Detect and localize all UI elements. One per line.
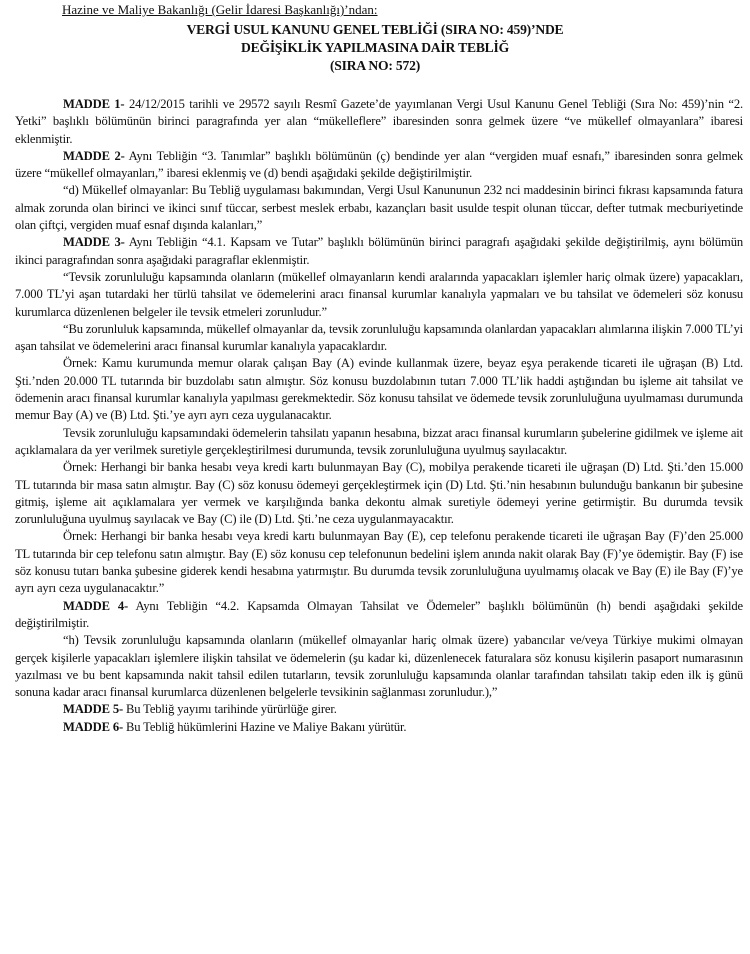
- paragraph-text: “d) Mükellef olmayanlar: Bu Tebliğ uygulaması bakımından, Vergi Usul Kanununun 232 nci maddesinin birinci fıkrası kapsamında fatura almak zorunda olan birinci ve ikinci sınıf tüccar, serbest meslek erbabı, kazançları basit usulde tespit olunan tüccar, defter tutmak mecburiyetinde olan çiftçi, vergiden muaf esnaf dışında kalanları,”: [15, 183, 743, 233]
- article-2-paragraph: [15, 148, 743, 183]
- article-label: MADDE 3-: [63, 235, 125, 250]
- paragraph-text: Aynı Tebliğin “4.1. Kapsam ve Tutar” başlıklı bölümünün birinci paragrafı aşağıdaki şekilde değiştirilmiş, aynı bölümün ikinci paragrafından sonra aşağıdaki paragraflar eklenmiştir.: [15, 235, 743, 267]
- article-6-paragraph: [15, 719, 743, 736]
- paragraph-text: “Bu zorunluluk kapsamında, mükellef olmayanlar da, tevsik zorunluluğu kapsamında olanlardan yapacakları alımlarına ilişkin 7.000 TL’yi aşan tahsilat ve ödemelerini aracı finansal kurumlar kanalıyla yapacaklardır.: [15, 321, 743, 354]
- paragraph-text: Tevsik zorunluluğu kapsamındaki ödemelerin tahsilatı yapanın hesabına, bizzat aracı finansal kurumların şubelerine gidilmek ve işleme ait açıklamalara da yer verilmek suretiyle gerçekleştirilmesi durumunda, tevsik zorunluluğuna uyulmuş sayılacaktır.: [15, 425, 743, 457]
- example-paragraph: [15, 355, 743, 424]
- article-3-paragraph: [15, 234, 743, 269]
- paragraph-text: Bu Tebliğ hükümlerini Hazine ve Maliye Bakanı yürütür.: [123, 719, 407, 734]
- example-paragraph: [15, 459, 743, 528]
- example-paragraph: [15, 528, 743, 597]
- article-5-paragraph: [15, 701, 743, 718]
- paragraph-text: Örnek: Herhangi bir banka hesabı veya kredi kartı bulunmayan Bay (E), cep telefonu perakende ticareti ile uğraşan Bay (F)’den 25.000 TL tutarında bir cep telefonu satın almıştır. Bay (E) söz konusu cep telefonunun bedelini işlem anında nakit olarak Bay (F)’ye ödemiştir. Bay (F) ise söz konusu tutarı banka şubesine giderek kendi hesabına yatırmıştır. Bu durumda tevsik zorunluluğuna uyulmamış olacak ve Bay (E) ile Bay (F)’ye ayrı ayrı ceza uygulanacaktır.”: [15, 529, 743, 596]
- paragraph-text: Aynı Tebliğin “4.2. Kapsamda Olmayan Tahsilat ve Ödemeler” başlıklı bölümünün (h) bendi aşağıdaki şekilde değiştirilmiştir.: [15, 598, 743, 630]
- article-label: MADDE 1-: [63, 97, 125, 111]
- quoted-paragraph: [15, 269, 743, 321]
- title-line: DEĞİŞİKLİK YAPILMASINA DAİR TEBLİĞ: [240, 40, 510, 55]
- article-label: MADDE 6-: [63, 719, 124, 734]
- article-label: MADDE 2-: [63, 148, 125, 163]
- title-line: VERGİ USUL KANUNU GENEL TEBLİĞİ (SIRA NO: 459)’NDE: [186, 22, 564, 37]
- paragraph-text: Aynı Tebliğin “3. Tanımlar” başlıklı bölümünün (ç) bendinde yer alan “vergiden muaf esnafı,” ibaresinden sonra gelmek üzere “mükellef olmayanları,” ibaresi eklenmiş ve (d) bendi aşağıdaki şekilde değiştirilmiştir.: [15, 148, 743, 181]
- paragraph-text: “h) Tevsik zorunluluğu kapsamında olanların (mükellef olmayanlar hariç olmak üzere) yabancılar ve/veya Türkiye mukimi olmayan gerçek kişilerle yapacakları işlemlere ilişkin tahsilat ve ödemelerin (şu kadar ki, düzenlenecek faturalara söz konusu kişilerin pasaport numarasının yazılması ve bu bent kapsamında nakit tahsil edilen tutarların, tevsik zorunluluğu kapsamında olanlar tarafından tahsilatı takip eden ilk iş günü sonuna kadar aracı finansal kurumlarca düzenlenen belgelerle tevsikinin sağlanması zorunludur.),”: [15, 633, 743, 700]
- paragraph-text: Bu Tebliğ yayımı tarihinde yürürlüğe girer.: [123, 702, 337, 717]
- article-4-paragraph: [15, 598, 743, 633]
- quoted-paragraph: [15, 182, 743, 234]
- paragraph-text: “Tevsik zorunluluğu kapsamında olanların (mükellef olmayanların kendi aralarında yapacakları işlemler hariç olmak üzere) yapacakları, 7.000 TL’yi aşan tutardaki her türlü tahsilat ve ödemelerini aracı finansal kurumlar kanalıyla yapmaları ve bu tahsilat ve ödemeleri söz konusu kurumlarca düzenlenen belgeler ile tevsik etmeleri zorunludur.”: [15, 269, 743, 319]
- paragraph-text: 24/12/2015 tarihli ve 29572 sayılı Resmî Gazete’de yayımlanan Vergi Usul Kanunu Genel Tebliği (Sıra No: 459)’nin “2. Yetki” başlıklı bölümünün birinci paragrafında yer alan “mükelleflere” ibaresinden sonra gelmek üzere “ve mükellef olmayanlara” ibaresi eklenmiştir.: [15, 97, 743, 146]
- article-label: MADDE 4-: [63, 598, 129, 613]
- quoted-paragraph: [15, 321, 743, 356]
- paragraph-text: Örnek: Herhangi bir banka hesabı veya kredi kartı bulunmayan Bay (C), mobilya perakende ticareti ile uğraşan (D) Ltd. Şti.’den 15.000 TL tutarında bir masa satın almıştır. Bay (C) söz konusu ödemeyi gerçekleştirmek için (D) Ltd. Şti.’nin hesabının bulunduğu bankanın bir şubesine gitmiş, işleme ait açıklamalara yer vermek ve karşılığında banka dekontu almak suretiyle ödemeyi yerine getirmiştir. Bu durumda tevsik zorunluluğuna uyulmuş sayılacak ve Bay (C) ile (D) Ltd. Şti.’ne ceza uygulanmayacaktır.: [15, 460, 743, 527]
- paragraph-text: Örnek: Kamu kurumunda memur olarak çalışan Bay (A) evinde kullanmak üzere, beyaz eşya perakende ticareti ile uğraşan (B) Ltd. Şti.’nden 20.000 TL tutarında bir buzdolabı satın almıştır. Söz konusu buzdolabının tutarı 7.000 TL’lik haddi aştığından bu işleme ait tahsilat ve ödemenin aracı finansal kurumlar kanalıyla yapılması gerekmektedir. Söz konusu tahsilat ve ödemede tevsik zorunluluğuna uyulmaması durumunda memur Bay (A) ve (B) Ltd. Şti.’ye ayrı ayrı ceza uygulanacaktır.: [15, 356, 743, 423]
- article-1-paragraph: [15, 96, 743, 148]
- quoted-paragraph: [15, 632, 743, 701]
- title-line: (SIRA NO: 572): [329, 58, 421, 73]
- quoted-paragraph: [15, 425, 743, 460]
- document-title: [0, 21, 750, 75]
- article-label: MADDE 5-: [63, 702, 124, 717]
- issuer-heading: Hazine ve Maliye Bakanlığı (Gelir İdaresi Başkanlığı)’ndan:: [62, 2, 378, 17]
- document-body: [15, 96, 743, 736]
